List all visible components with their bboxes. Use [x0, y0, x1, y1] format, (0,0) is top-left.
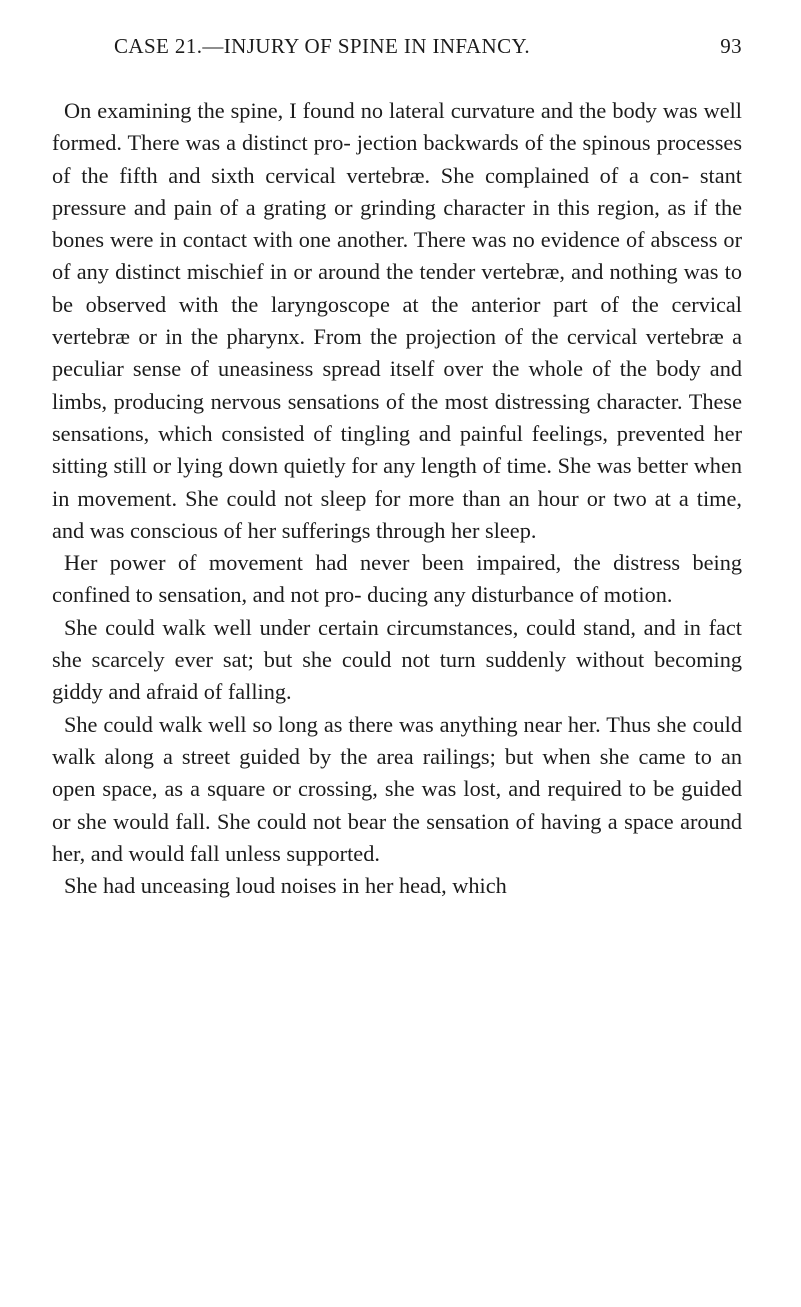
book-page: [52, 34, 742, 902]
paragraph-noises: She had unceasing loud noises in her head, which: [64, 873, 507, 899]
paragraph-walking: She could walk well under certain circumstances, could stand, and in fact she scarcely ever sat; but she could not turn suddenly without becoming giddy and afraid of falling.: [52, 614, 742, 705]
page-number: 93: [720, 34, 742, 58]
body-text: [52, 95, 742, 902]
running-head-title: CASE 21.—INJURY OF SPINE IN INFANCY.: [114, 34, 530, 58]
paragraph-open-space: She could walk well so long as there was anything near her. Thus she could walk along a street guided by the area railings; but when she came to an open space, as a square or crossing, she was lost, and required to be guided or she would fall. She could not bear the sensation of having a space around her, and would fall unless supported.: [52, 711, 742, 866]
paragraph-spine-examination: On examining the spine, I found no lateral curvature and the body was well formed. There was a distinct pro- jection backwards of the spinous processes of the fifth and sixth cervical vertebræ. She complained of a con- stant pressure and pain of a grating or grinding character in this region, as if the bones were in contact with one another. There was no evidence of abscess or of any distinct mischief in or around the tender vertebræ, and nothing was to be observed with the laryngoscope at the anterior part of the cervical vertebræ or in the pharynx. From the projection of the cervical vertebræ a peculiar sense of uneasiness spread itself over the whole of the body and limbs, producing nervous sensations of the most distressing character. These sensations, which consisted of tingling and painful feelings, prevented her sitting still or lying down quietly for any length of time. She was better when in movement. She could not sleep for more than an hour or two at a time, and was conscious of her sufferings through her sleep.: [52, 98, 742, 543]
running-head: [52, 34, 742, 62]
paragraph-movement: Her power of movement had never been impaired, the distress being confined to sensation, and not pro- ducing any disturbance of motion.: [52, 550, 742, 608]
